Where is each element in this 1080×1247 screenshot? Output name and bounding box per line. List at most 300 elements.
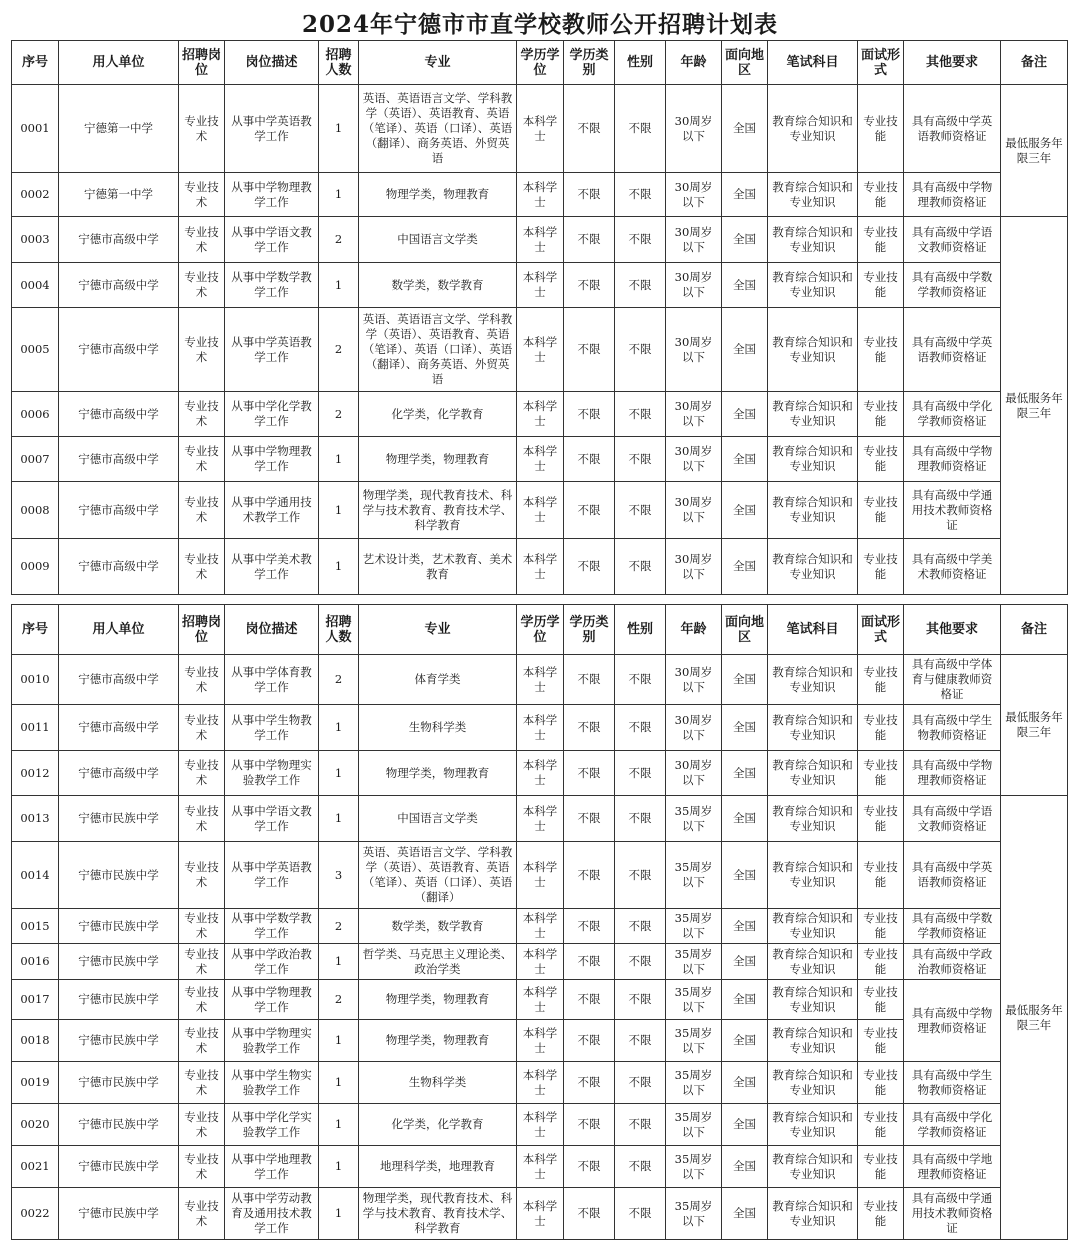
education-category: 不限 — [564, 1104, 615, 1146]
other-requirements: 具有高级中学英语教师资格证 — [904, 308, 1001, 392]
major-requirement: 英语、英语语言文学、学科教学（英语）、英语教育、英语（笔译）、英语（口译）、英语（翻译）、商务英语、外贸英语 — [359, 308, 517, 392]
written-exam-subjects: 教育综合知识和专业知识 — [768, 482, 858, 539]
gender: 不限 — [615, 909, 666, 944]
other-requirements: 具有高级中学体育与健康教师资格证 — [904, 655, 1001, 705]
employer-unit: 宁德市民族中学 — [59, 944, 179, 980]
post-type: 专业技术 — [179, 539, 225, 595]
post-description: 从事中学物理实验教学工作 — [225, 751, 319, 796]
gender: 不限 — [615, 85, 666, 173]
other-requirements: 具有高级中学化学教师资格证 — [904, 392, 1001, 437]
age-limit: 30周岁以下 — [666, 437, 722, 482]
other-requirements: 具有高级中学生物教师资格证 — [904, 1062, 1001, 1104]
headcount: 2 — [319, 308, 359, 392]
row-number: 0012 — [12, 751, 59, 796]
row-number: 0008 — [12, 482, 59, 539]
table-row — [12, 308, 1068, 392]
major-requirement: 地理科学类，地理教育 — [359, 1146, 517, 1188]
gender: 不限 — [615, 263, 666, 308]
table-row — [12, 539, 1068, 595]
age-limit: 30周岁以下 — [666, 308, 722, 392]
column-header: 招聘人数 — [319, 41, 359, 85]
post-type: 专业技术 — [179, 751, 225, 796]
employer-unit: 宁德市高级中学 — [59, 437, 179, 482]
post-description: 从事中学数学教学工作 — [225, 909, 319, 944]
written-exam-subjects: 教育综合知识和专业知识 — [768, 392, 858, 437]
interview-format: 专业技能 — [858, 1104, 904, 1146]
employer-unit: 宁德市民族中学 — [59, 909, 179, 944]
other-requirements: 具有高级中学物理教师资格证 — [904, 437, 1001, 482]
other-requirements: 具有高级中学通用技术教师资格证 — [904, 482, 1001, 539]
education-category: 不限 — [564, 308, 615, 392]
post-type: 专业技术 — [179, 1062, 225, 1104]
interview-format: 专业技能 — [858, 85, 904, 173]
region: 全国 — [722, 1104, 768, 1146]
degree: 本科学士 — [517, 796, 564, 842]
major-requirement: 英语、英语语言文学、学科教学（英语）、英语教育、英语（笔译）、英语（口译）、英语（翻译）、商务英语、外贸英语 — [359, 85, 517, 173]
table-row — [12, 909, 1068, 944]
region: 全国 — [722, 842, 768, 909]
row-number: 0007 — [12, 437, 59, 482]
region: 全国 — [722, 909, 768, 944]
age-limit: 30周岁以下 — [666, 85, 722, 173]
interview-format: 专业技能 — [858, 1146, 904, 1188]
degree: 本科学士 — [517, 655, 564, 705]
region: 全国 — [722, 796, 768, 842]
degree: 本科学士 — [517, 217, 564, 263]
major-requirement: 化学类，化学教育 — [359, 392, 517, 437]
age-limit: 30周岁以下 — [666, 482, 722, 539]
major-requirement: 物理学类，物理教育 — [359, 1020, 517, 1062]
column-header: 学历类别 — [564, 41, 615, 85]
written-exam-subjects: 教育综合知识和专业知识 — [768, 1020, 858, 1062]
age-limit: 30周岁以下 — [666, 655, 722, 705]
education-category: 不限 — [564, 796, 615, 842]
table-row — [12, 482, 1068, 539]
written-exam-subjects: 教育综合知识和专业知识 — [768, 980, 858, 1020]
region: 全国 — [722, 1188, 768, 1240]
table-row — [12, 1146, 1068, 1188]
interview-format: 专业技能 — [858, 308, 904, 392]
row-number: 0021 — [12, 1146, 59, 1188]
gender: 不限 — [615, 1062, 666, 1104]
row-number: 0005 — [12, 308, 59, 392]
table-row — [12, 437, 1068, 482]
headcount: 3 — [319, 842, 359, 909]
age-limit: 35周岁以下 — [666, 796, 722, 842]
other-requirements: 具有高级中学通用技术教师资格证 — [904, 1188, 1001, 1240]
column-header: 用人单位 — [59, 605, 179, 655]
column-header: 其他要求 — [904, 41, 1001, 85]
remark: 最低服务年限三年 — [1001, 85, 1068, 217]
column-header: 岗位描述 — [225, 605, 319, 655]
row-number: 0013 — [12, 796, 59, 842]
written-exam-subjects: 教育综合知识和专业知识 — [768, 655, 858, 705]
employer-unit: 宁德市民族中学 — [59, 1104, 179, 1146]
interview-format: 专业技能 — [858, 705, 904, 751]
written-exam-subjects: 教育综合知识和专业知识 — [768, 1146, 858, 1188]
row-number: 0020 — [12, 1104, 59, 1146]
degree: 本科学士 — [517, 1104, 564, 1146]
gender: 不限 — [615, 1188, 666, 1240]
column-header: 性别 — [615, 41, 666, 85]
education-category: 不限 — [564, 392, 615, 437]
column-header: 学历学位 — [517, 605, 564, 655]
post-type: 专业技术 — [179, 1104, 225, 1146]
degree: 本科学士 — [517, 308, 564, 392]
written-exam-subjects: 教育综合知识和专业知识 — [768, 944, 858, 980]
headcount: 2 — [319, 909, 359, 944]
degree: 本科学士 — [517, 980, 564, 1020]
major-requirement: 物理学类，物理教育 — [359, 437, 517, 482]
age-limit: 35周岁以下 — [666, 980, 722, 1020]
major-requirement: 物理学类，现代教育技术、科学与技术教育、教育技术学、科学教育 — [359, 482, 517, 539]
table-row — [12, 655, 1068, 705]
post-type: 专业技术 — [179, 980, 225, 1020]
column-header: 备注 — [1001, 41, 1068, 85]
post-type: 专业技术 — [179, 85, 225, 173]
region: 全国 — [722, 655, 768, 705]
recruitment-table-part-2 — [11, 604, 1068, 1240]
other-requirements: 具有高级中学英语教师资格证 — [904, 85, 1001, 173]
table-row — [12, 842, 1068, 909]
other-requirements: 具有高级中学数学教师资格证 — [904, 263, 1001, 308]
written-exam-subjects: 教育综合知识和专业知识 — [768, 85, 858, 173]
age-limit: 30周岁以下 — [666, 539, 722, 595]
written-exam-subjects: 教育综合知识和专业知识 — [768, 173, 858, 217]
row-number: 0011 — [12, 705, 59, 751]
row-number: 0001 — [12, 85, 59, 173]
interview-format: 专业技能 — [858, 1062, 904, 1104]
written-exam-subjects: 教育综合知识和专业知识 — [768, 705, 858, 751]
major-requirement: 体育学类 — [359, 655, 517, 705]
interview-format: 专业技能 — [858, 655, 904, 705]
other-requirements: 具有高级中学语文教师资格证 — [904, 217, 1001, 263]
education-category: 不限 — [564, 1020, 615, 1062]
region: 全国 — [722, 263, 768, 308]
region: 全国 — [722, 1146, 768, 1188]
education-category: 不限 — [564, 85, 615, 173]
age-limit: 35周岁以下 — [666, 1104, 722, 1146]
column-header: 招聘人数 — [319, 605, 359, 655]
post-description: 从事中学体育教学工作 — [225, 655, 319, 705]
other-requirements: 具有高级中学语文教师资格证 — [904, 796, 1001, 842]
headcount: 1 — [319, 1188, 359, 1240]
age-limit: 35周岁以下 — [666, 909, 722, 944]
other-requirements: 具有高级中学物理教师资格证 — [904, 173, 1001, 217]
region: 全国 — [722, 85, 768, 173]
age-limit: 30周岁以下 — [666, 173, 722, 217]
post-type: 专业技术 — [179, 1188, 225, 1240]
interview-format: 专业技能 — [858, 392, 904, 437]
written-exam-subjects: 教育综合知识和专业知识 — [768, 217, 858, 263]
degree: 本科学士 — [517, 173, 564, 217]
education-category: 不限 — [564, 437, 615, 482]
written-exam-subjects: 教育综合知识和专业知识 — [768, 1062, 858, 1104]
interview-format: 专业技能 — [858, 217, 904, 263]
interview-format: 专业技能 — [858, 909, 904, 944]
column-header: 年龄 — [666, 41, 722, 85]
column-header: 面试形式 — [858, 41, 904, 85]
row-number: 0014 — [12, 842, 59, 909]
post-type: 专业技术 — [179, 437, 225, 482]
post-description: 从事中学生物实验教学工作 — [225, 1062, 319, 1104]
education-category: 不限 — [564, 539, 615, 595]
column-header: 面试形式 — [858, 605, 904, 655]
post-type: 专业技术 — [179, 655, 225, 705]
post-description: 从事中学语文教学工作 — [225, 217, 319, 263]
degree: 本科学士 — [517, 482, 564, 539]
age-limit: 30周岁以下 — [666, 392, 722, 437]
headcount: 1 — [319, 1020, 359, 1062]
gender: 不限 — [615, 751, 666, 796]
table-row — [12, 980, 1068, 1020]
major-requirement: 物理学类，物理教育 — [359, 173, 517, 217]
page-title: 2024年宁德市市直学校教师公开招聘计划表 — [301, 11, 778, 38]
post-description: 从事中学语文教学工作 — [225, 796, 319, 842]
post-type: 专业技术 — [179, 796, 225, 842]
degree: 本科学士 — [517, 85, 564, 173]
degree: 本科学士 — [517, 944, 564, 980]
headcount: 2 — [319, 392, 359, 437]
region: 全国 — [722, 1062, 768, 1104]
table-row — [12, 85, 1068, 173]
headcount: 2 — [319, 980, 359, 1020]
post-type: 专业技术 — [179, 944, 225, 980]
gender: 不限 — [615, 217, 666, 263]
post-type: 专业技术 — [179, 909, 225, 944]
headcount: 1 — [319, 944, 359, 980]
column-header: 岗位描述 — [225, 41, 319, 85]
table-header-row — [12, 41, 1068, 85]
age-limit: 35周岁以下 — [666, 1020, 722, 1062]
post-description: 从事中学物理教学工作 — [225, 437, 319, 482]
major-requirement: 数学类，数学教育 — [359, 909, 517, 944]
column-header: 备注 — [1001, 605, 1068, 655]
column-header: 用人单位 — [59, 41, 179, 85]
column-header: 笔试科目 — [768, 41, 858, 85]
headcount: 1 — [319, 482, 359, 539]
written-exam-subjects: 教育综合知识和专业知识 — [768, 263, 858, 308]
post-type: 专业技术 — [179, 705, 225, 751]
interview-format: 专业技能 — [858, 1188, 904, 1240]
education-category: 不限 — [564, 980, 615, 1020]
interview-format: 专业技能 — [858, 796, 904, 842]
employer-unit: 宁德市民族中学 — [59, 1062, 179, 1104]
headcount: 1 — [319, 263, 359, 308]
employer-unit: 宁德市高级中学 — [59, 263, 179, 308]
other-requirements: 具有高级中学政治教师资格证 — [904, 944, 1001, 980]
other-requirements: 具有高级中学美术教师资格证 — [904, 539, 1001, 595]
other-requirements: 具有高级中学物理教师资格证 — [904, 980, 1001, 1062]
education-category: 不限 — [564, 263, 615, 308]
employer-unit: 宁德市民族中学 — [59, 1020, 179, 1062]
education-category: 不限 — [564, 1188, 615, 1240]
remark: 最低服务年限三年 — [1001, 796, 1068, 1240]
gender: 不限 — [615, 173, 666, 217]
employer-unit: 宁德市高级中学 — [59, 482, 179, 539]
table-row — [12, 1188, 1068, 1240]
row-number: 0015 — [12, 909, 59, 944]
employer-unit: 宁德市高级中学 — [59, 539, 179, 595]
employer-unit: 宁德市民族中学 — [59, 796, 179, 842]
region: 全国 — [722, 705, 768, 751]
age-limit: 30周岁以下 — [666, 705, 722, 751]
education-category: 不限 — [564, 705, 615, 751]
education-category: 不限 — [564, 751, 615, 796]
gender: 不限 — [615, 944, 666, 980]
gender: 不限 — [615, 796, 666, 842]
headcount: 1 — [319, 705, 359, 751]
post-description: 从事中学美术教学工作 — [225, 539, 319, 595]
interview-format: 专业技能 — [858, 173, 904, 217]
employer-unit: 宁德市高级中学 — [59, 751, 179, 796]
headcount: 1 — [319, 1104, 359, 1146]
interview-format: 专业技能 — [858, 437, 904, 482]
table-row — [12, 1062, 1068, 1104]
headcount: 1 — [319, 173, 359, 217]
degree: 本科学士 — [517, 539, 564, 595]
post-type: 专业技术 — [179, 308, 225, 392]
written-exam-subjects: 教育综合知识和专业知识 — [768, 1104, 858, 1146]
degree: 本科学士 — [517, 842, 564, 909]
degree: 本科学士 — [517, 909, 564, 944]
employer-unit: 宁德市民族中学 — [59, 1188, 179, 1240]
gender: 不限 — [615, 437, 666, 482]
major-requirement: 哲学类、马克思主义理论类、政治学类 — [359, 944, 517, 980]
major-requirement: 物理学类，物理教育 — [359, 980, 517, 1020]
region: 全国 — [722, 308, 768, 392]
column-header: 序号 — [12, 41, 59, 85]
degree: 本科学士 — [517, 263, 564, 308]
degree: 本科学士 — [517, 1020, 564, 1062]
row-number: 0002 — [12, 173, 59, 217]
post-type: 专业技术 — [179, 1020, 225, 1062]
post-type: 专业技术 — [179, 842, 225, 909]
interview-format: 专业技能 — [858, 482, 904, 539]
major-requirement: 物理学类，现代教育技术、科学与技术教育、教育技术学、科学教育 — [359, 1188, 517, 1240]
region: 全国 — [722, 751, 768, 796]
major-requirement: 数学类，数学教育 — [359, 263, 517, 308]
post-description: 从事中学物理教学工作 — [225, 173, 319, 217]
written-exam-subjects: 教育综合知识和专业知识 — [768, 308, 858, 392]
column-header: 年龄 — [666, 605, 722, 655]
row-number: 0009 — [12, 539, 59, 595]
table-row — [12, 944, 1068, 980]
interview-format: 专业技能 — [858, 263, 904, 308]
other-requirements: 具有高级中学地理教师资格证 — [904, 1146, 1001, 1188]
row-number: 0006 — [12, 392, 59, 437]
degree: 本科学士 — [517, 705, 564, 751]
gender: 不限 — [615, 1146, 666, 1188]
major-requirement: 中国语言文学类 — [359, 796, 517, 842]
gender: 不限 — [615, 392, 666, 437]
education-category: 不限 — [564, 482, 615, 539]
degree: 本科学士 — [517, 437, 564, 482]
post-type: 专业技术 — [179, 482, 225, 539]
post-description: 从事中学化学教学工作 — [225, 392, 319, 437]
headcount: 1 — [319, 437, 359, 482]
education-category: 不限 — [564, 842, 615, 909]
post-type: 专业技术 — [179, 263, 225, 308]
age-limit: 35周岁以下 — [666, 944, 722, 980]
written-exam-subjects: 教育综合知识和专业知识 — [768, 437, 858, 482]
employer-unit: 宁德市民族中学 — [59, 1146, 179, 1188]
gender: 不限 — [615, 705, 666, 751]
headcount: 1 — [319, 1146, 359, 1188]
column-header: 性别 — [615, 605, 666, 655]
post-description: 从事中学物理教学工作 — [225, 980, 319, 1020]
interview-format: 专业技能 — [858, 842, 904, 909]
column-header: 学历类别 — [564, 605, 615, 655]
education-category: 不限 — [564, 1146, 615, 1188]
post-type: 专业技术 — [179, 1146, 225, 1188]
column-header: 招聘岗位 — [179, 605, 225, 655]
employer-unit: 宁德市民族中学 — [59, 842, 179, 909]
employer-unit: 宁德第一中学 — [59, 173, 179, 217]
post-type: 专业技术 — [179, 217, 225, 263]
row-number: 0016 — [12, 944, 59, 980]
table-row — [12, 217, 1068, 263]
education-category: 不限 — [564, 944, 615, 980]
table-row — [12, 705, 1068, 751]
headcount: 1 — [319, 1062, 359, 1104]
age-limit: 30周岁以下 — [666, 217, 722, 263]
age-limit: 35周岁以下 — [666, 1188, 722, 1240]
remark: 最低服务年限三年 — [1001, 217, 1068, 595]
post-type: 专业技术 — [179, 173, 225, 217]
major-requirement: 物理学类，物理教育 — [359, 751, 517, 796]
headcount: 1 — [319, 751, 359, 796]
degree: 本科学士 — [517, 1062, 564, 1104]
gender: 不限 — [615, 842, 666, 909]
gender: 不限 — [615, 1020, 666, 1062]
age-limit: 30周岁以下 — [666, 263, 722, 308]
other-requirements: 具有高级中学英语教师资格证 — [904, 842, 1001, 909]
row-number: 0004 — [12, 263, 59, 308]
age-limit: 35周岁以下 — [666, 842, 722, 909]
post-description: 从事中学物理实验教学工作 — [225, 1020, 319, 1062]
region: 全国 — [722, 482, 768, 539]
column-header: 专业 — [359, 41, 517, 85]
interview-format: 专业技能 — [858, 539, 904, 595]
headcount: 2 — [319, 655, 359, 705]
education-category: 不限 — [564, 217, 615, 263]
gender: 不限 — [615, 655, 666, 705]
post-description: 从事中学英语教学工作 — [225, 842, 319, 909]
region: 全国 — [722, 539, 768, 595]
post-description: 从事中学政治教学工作 — [225, 944, 319, 980]
region: 全国 — [722, 944, 768, 980]
written-exam-subjects: 教育综合知识和专业知识 — [768, 796, 858, 842]
major-requirement: 艺术设计类，艺术教育、美术教育 — [359, 539, 517, 595]
post-description: 从事中学地理教学工作 — [225, 1146, 319, 1188]
written-exam-subjects: 教育综合知识和专业知识 — [768, 1188, 858, 1240]
degree: 本科学士 — [517, 1146, 564, 1188]
headcount: 2 — [319, 217, 359, 263]
table-row — [12, 263, 1068, 308]
post-description: 从事中学数学教学工作 — [225, 263, 319, 308]
table-row — [12, 751, 1068, 796]
major-requirement: 生物科学类 — [359, 705, 517, 751]
degree: 本科学士 — [517, 1188, 564, 1240]
employer-unit: 宁德市高级中学 — [59, 308, 179, 392]
age-limit: 30周岁以下 — [666, 751, 722, 796]
major-requirement: 英语、英语语言文学、学科教学（英语）、英语教育、英语（笔译）、英语（口译）、英语（翻译） — [359, 842, 517, 909]
recruitment-table-part-1 — [11, 40, 1068, 595]
age-limit: 35周岁以下 — [666, 1146, 722, 1188]
column-header: 笔试科目 — [768, 605, 858, 655]
other-requirements: 具有高级中学生物教师资格证 — [904, 705, 1001, 751]
